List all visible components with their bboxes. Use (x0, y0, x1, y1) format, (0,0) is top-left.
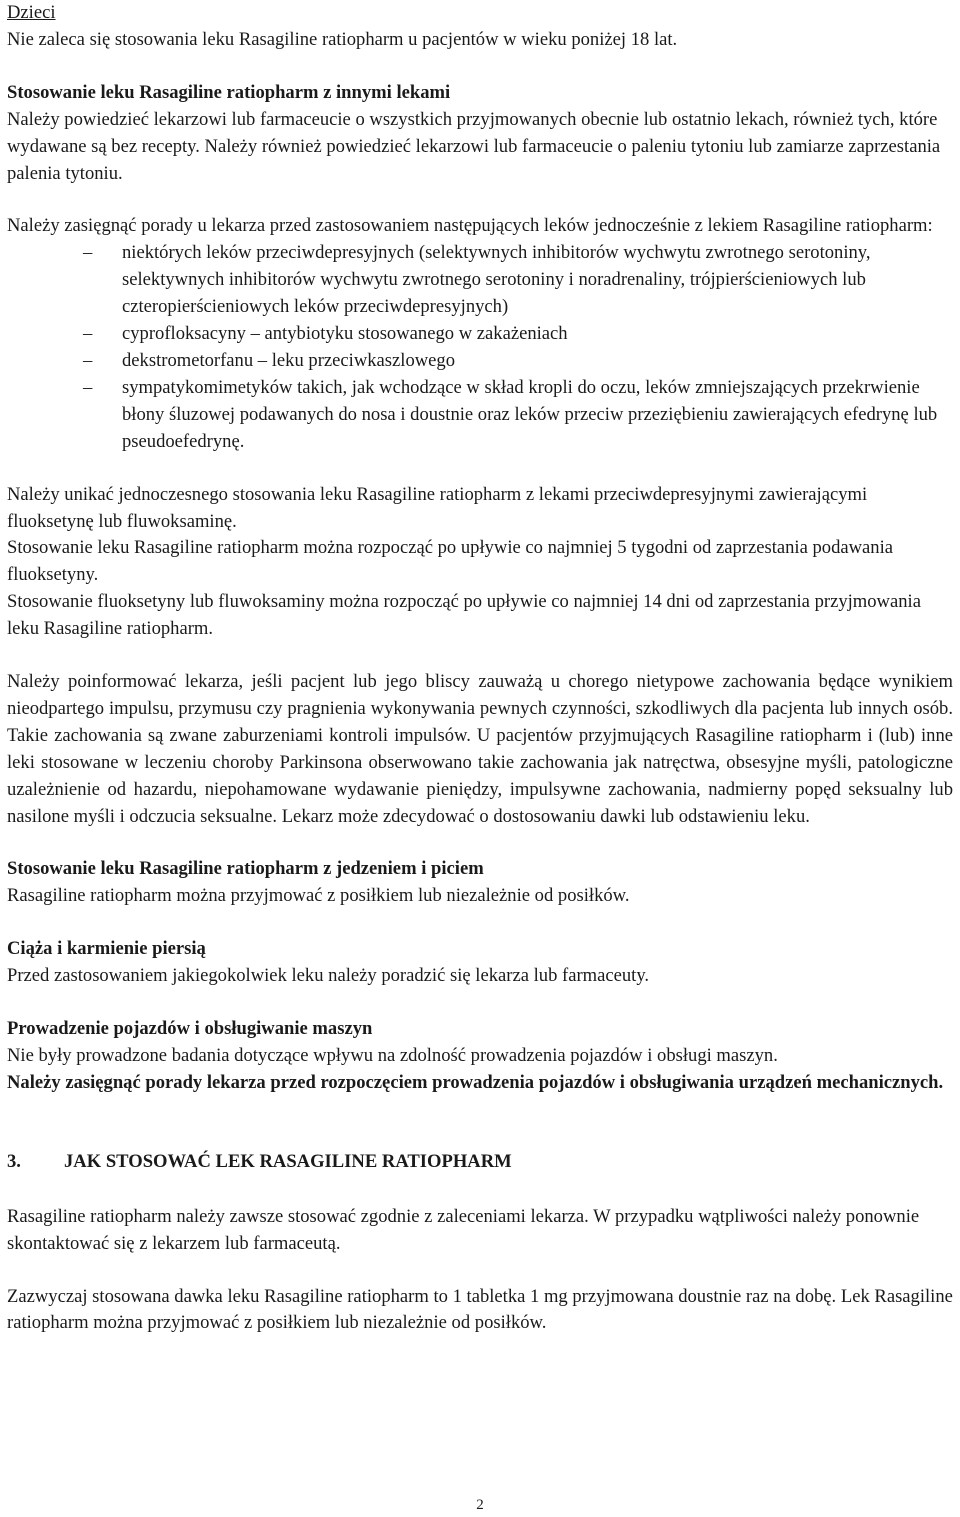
dash-bullet: – (83, 242, 93, 264)
other-medicines-intro: Należy zasięgnąć porady u lekarza przed zastosowaniem następujących leków jednocześnie z lekiem Rasagiline ratiopharm: (7, 215, 933, 237)
interaction-item (83, 375, 953, 456)
children-heading: Dzieci (7, 2, 56, 23)
page-number: 2 (476, 1497, 484, 1513)
driving-heading: Prowadzenie pojazdów i obsługiwanie maszyn (7, 1018, 373, 1040)
interaction-item (83, 321, 953, 348)
interaction-item (83, 240, 953, 321)
food-heading: Stosowanie leku Rasagiline ratiopharm z jedzeniem i piciem (7, 858, 484, 880)
children-text: Nie zaleca się stosowania leku Rasagiline ratiopharm u pacjentów w wieku poniżej 18 lat. (7, 28, 678, 50)
interaction-item-text: dekstrometorfanu – leku przeciwkaszlowego (122, 349, 456, 371)
dash-bullet: – (83, 323, 93, 345)
driving-warning: Należy zasięgnąć porady lekarza przed rozpoczęciem prowadzenia pojazdów i obsługiwania urządzeń mechanicznych. (7, 1071, 944, 1093)
other-medicines-text: Należy powiedzieć lekarzowi lub farmaceucie o wszystkich przyjmowanych obecnie lub ostatnio lekach, również tych, które wydawane są bez recepty. Należy również powiedzieć lekarzowi lub farmaceucie o paleniu tytoniu lub zamiarze zaprzestania palenia tytoniu. (7, 108, 941, 184)
pregnancy-text: Przed zastosowaniem jakiegokolwiek leku należy poradzić się lekarza lub farmaceuty. (7, 965, 650, 987)
section-title-text: JAK STOSOWAĆ LEK RASAGILINE RATIOPHARM (64, 1150, 512, 1172)
fluoxetine-start: Stosowanie leku Rasagiline ratiopharm można rozpocząć po upływie co najmniej 5 tygodni od zaprzestania podawania fluoksetyny. (7, 537, 894, 586)
dash-bullet: – (83, 376, 93, 398)
dash-bullet: – (83, 349, 93, 371)
section-3-text-2: Zazwyczaj stosowana dawka leku Rasagiline ratiopharm to 1 tabletka 1 mg przyjmowana doustnie raz na dobę. Lek Rasagiline ratiopharm można przyjmować z posiłkiem lub niezależnie od posiłków. (7, 1285, 953, 1334)
pregnancy-heading: Ciąża i karmienie piersią (7, 938, 206, 960)
interaction-item-text: cyprofloksacyny – antybiotyku stosowanego w zakażeniach (122, 323, 568, 345)
fluvoxamine-start: Stosowanie fluoksetyny lub fluwoksaminy można rozpocząć po upływie co najmniej 14 dni od zaprzestania przyjmowania leku Rasagiline ratiopharm. (7, 591, 921, 640)
interaction-item (83, 348, 953, 375)
other-medicines-heading: Stosowanie leku Rasagiline ratiopharm z innymi lekami (7, 81, 451, 103)
impulse-control-text: Należy poinformować lekarza, jeśli pacjent lub jego bliscy zauważą u chorego nietypowe zachowania będące wynikiem nieodpartego impulsu, przymusu czy pragnienia wykonywania pewnych czynności, szkodliwych dla pacjenta lub innych osób. Takie zachowania są zwane zaburzeniami kontroli impulsów. U pacjentów przyjmujących Rasagiline ratiopharm i (lub) inne leki stosowane w leczeniu choroby Parkinsona obserwowano takie zachowania jak natręctwa, obsesyjne myśli, patologiczne uzależnienie od hazardu, niepohamowane wydawanie pieniędzy, impulsywne zachowania, nadmierny popęd seksualny lub nasilone myśli i odczucia seksualne. Lekarz może zdecydować o dostosowaniu dawki lub odstawieniu leku. (7, 671, 953, 827)
section-3-title (7, 1149, 953, 1176)
section-3-text-1: Rasagiline ratiopharm należy zawsze stosować zgodnie z zaleceniami lekarza. W przypadku wątpliwości należy ponownie skontaktować się z lekarzem lub farmaceutą. (7, 1205, 920, 1254)
fluoxetine-warning: Należy unikać jednoczesnego stosowania leku Rasagiline ratiopharm z lekami przeciwdepresyjnymi zawierającymi fluoksetynę lub fluwoksaminę. (7, 483, 868, 532)
interaction-list (7, 240, 953, 455)
interaction-item-text: sympatykomimetyków takich, jak wchodzące w skład kropli do oczu, leków zmniejszających przekrwienie błony śluzowej podawanych do nosa i doustnie oraz leków przeciw przeziębieniu zawierających efedrynę lub pseudoefedrynę. (122, 376, 938, 452)
driving-text: Nie były prowadzone badania dotyczące wpływu na zdolność prowadzenia pojazdów i obsługi maszyn. (7, 1045, 778, 1066)
food-text: Rasagiline ratiopharm można przyjmować z posiłkiem lub niezależnie od posiłków. (7, 885, 630, 907)
section-number: 3. (7, 1150, 21, 1172)
interaction-item-text: niektórych leków przeciwdepresyjnych (selektywnych inhibitorów wychwytu zwrotnego serotoniny, selektywnych inhibitorów wychwytu zwrotnego serotoniny i noradrenaliny, trójpierścieniowych lub czteropierścieniowych leków przeciwdepresyjnych) (122, 242, 871, 318)
leaflet-page (7, 0, 953, 1337)
